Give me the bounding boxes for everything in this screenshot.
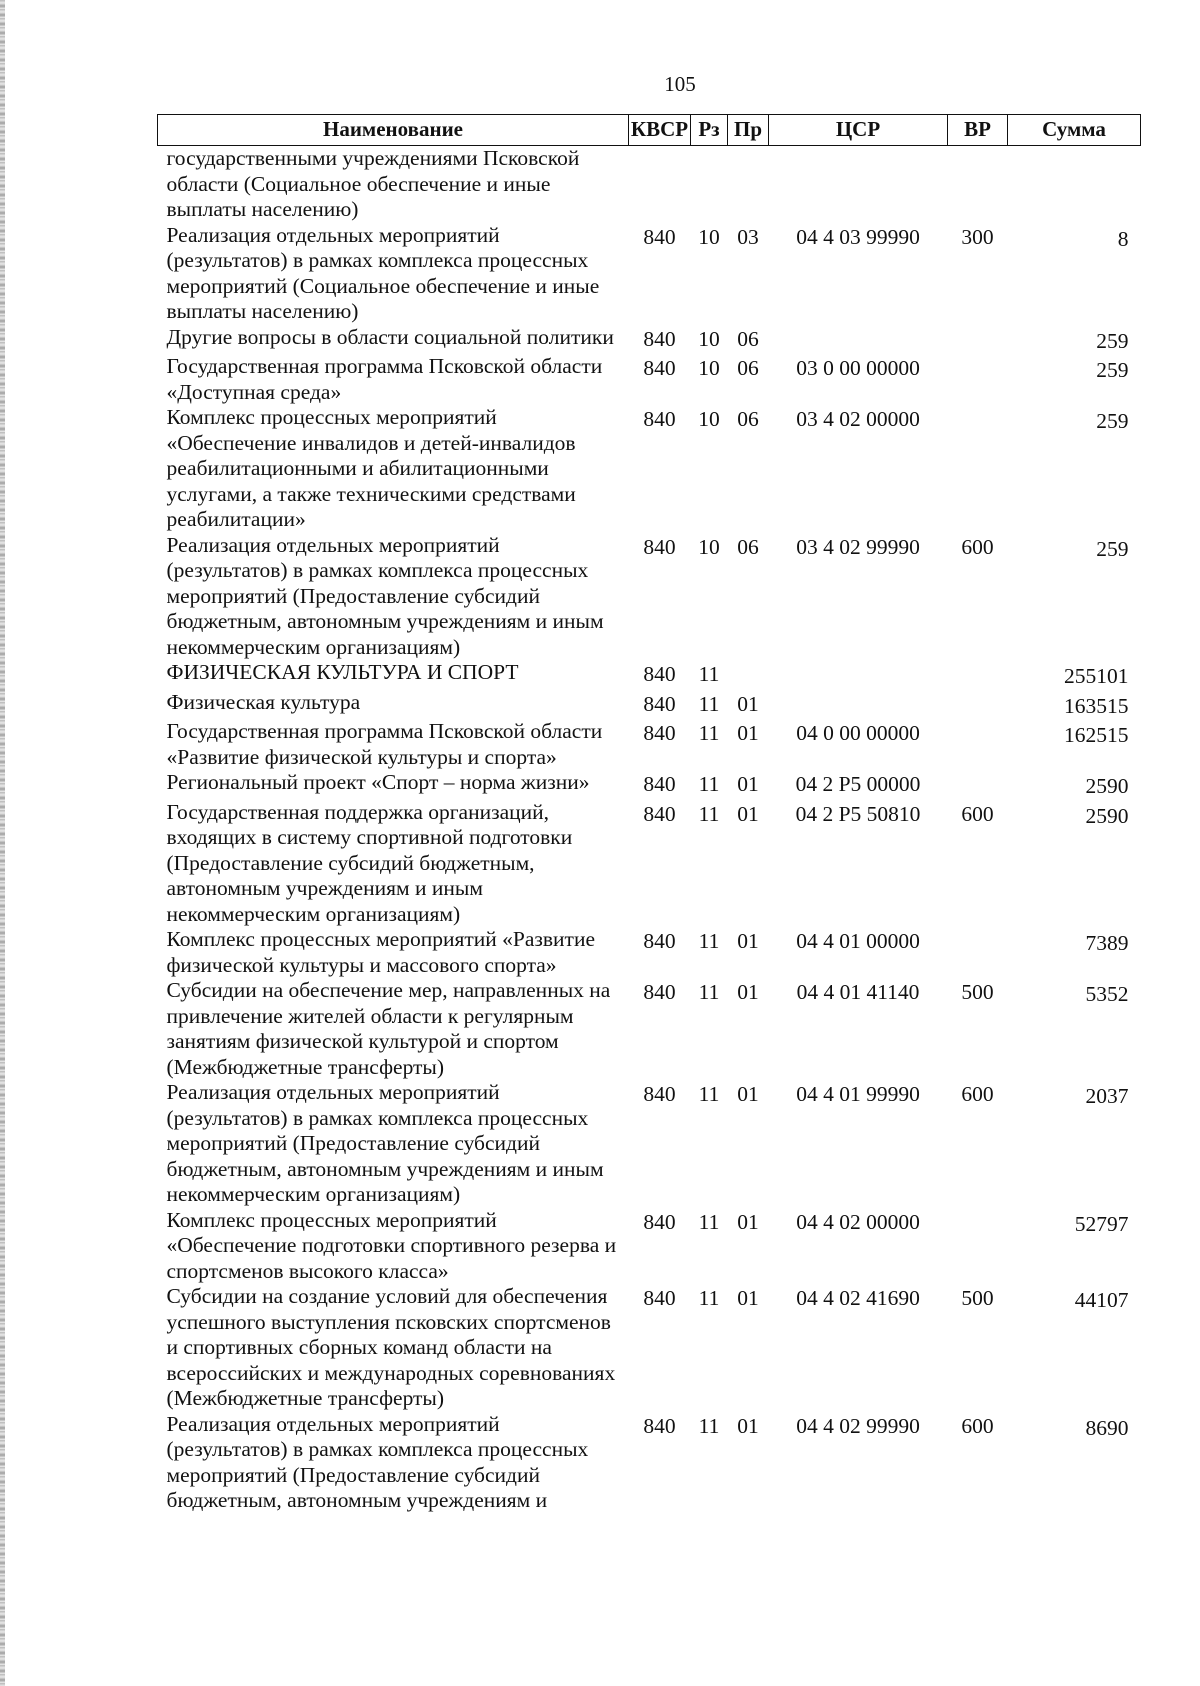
row-vr: 500	[961, 1286, 994, 1310]
row-sum: 2590	[1085, 803, 1129, 828]
header-rz: Рз	[691, 115, 728, 146]
row-csr: 04 0 00 00000	[796, 721, 920, 745]
row-pr: 06	[737, 356, 759, 380]
row-sum: 163515	[1064, 693, 1129, 718]
row-vr: 600	[961, 534, 994, 559]
row-kvsr: 840	[643, 772, 676, 796]
page-number: 105	[664, 72, 696, 96]
row-pr: 01	[737, 1286, 759, 1310]
row-sum: 2590	[1085, 774, 1129, 798]
header-vr: ВР	[948, 115, 1008, 146]
row-name: Реализация отдельных мероприятий (результатов) в рамках комплекса процессных мероприятий (Социальное обеспечение и иные выплаты населению)	[166, 222, 600, 323]
table-row	[158, 978, 1141, 1080]
row-pr	[728, 660, 769, 690]
table-row	[158, 800, 1141, 928]
row-csr: 04 4 03 99990	[796, 224, 920, 249]
table-row	[158, 1284, 1141, 1412]
table-row	[158, 690, 1141, 720]
row-kvsr	[629, 146, 691, 223]
row-vr	[948, 325, 1008, 355]
row-csr: 04 2 P5 50810	[795, 801, 921, 826]
row-rz: 10	[698, 407, 720, 431]
row-sum: 259	[1096, 358, 1129, 382]
table-row	[158, 927, 1141, 978]
row-vr: 300	[961, 224, 994, 249]
row-name: Комплекс процессных мероприятий «Развитие физической культуры и массового спорта»	[166, 927, 595, 977]
row-sum: 255101	[1064, 664, 1129, 688]
row-rz: 11	[698, 772, 720, 796]
row-sum	[1008, 146, 1141, 223]
row-name: государственными учреждениями Псковской области (Социальное обеспечение и иные выплаты населению)	[166, 146, 580, 221]
table-row	[158, 325, 1141, 355]
row-rz: 11	[698, 691, 720, 716]
row-rz: 11	[698, 1413, 720, 1438]
row-sum: 259	[1096, 536, 1129, 561]
row-sum: 259	[1096, 409, 1129, 433]
row-rz: 10	[698, 534, 720, 559]
row-kvsr: 840	[643, 1209, 676, 1234]
row-rz: 10	[698, 326, 720, 351]
row-rz: 10	[698, 356, 720, 380]
header-kvsr: КВСР	[629, 115, 691, 146]
row-rz	[691, 146, 728, 223]
row-pr: 01	[737, 801, 759, 826]
header-sum: Сумма	[1008, 115, 1141, 146]
scan-edge-artifact	[0, 0, 5, 1686]
row-sum: 8	[1117, 226, 1129, 251]
row-vr	[948, 690, 1008, 720]
row-csr: 04 4 02 00000	[796, 1209, 920, 1234]
row-kvsr: 840	[643, 691, 676, 716]
row-pr: 01	[737, 1209, 759, 1234]
row-name: Реализация отдельных мероприятий (результатов) в рамках комплекса процессных мероприятий (Предоставление субсидий бюджетным, автономным учреждениям и иным некоммерческим организациям)	[166, 1080, 604, 1206]
row-sum: 2037	[1085, 1084, 1129, 1108]
row-kvsr: 840	[643, 662, 676, 686]
row-sum: 44107	[1074, 1288, 1129, 1312]
header-csr: ЦСР	[769, 115, 948, 146]
row-csr: 03 4 02 99990	[796, 534, 920, 559]
row-vr	[948, 354, 1008, 405]
row-kvsr: 840	[643, 224, 676, 249]
row-sum: 162515	[1064, 723, 1129, 747]
row-name: Физическая культура	[166, 689, 361, 714]
row-sum: 7389	[1085, 931, 1129, 955]
row-pr: 01	[737, 929, 759, 953]
row-sum: 259	[1096, 328, 1129, 353]
header-pr: Пр	[728, 115, 769, 146]
row-sum: 52797	[1074, 1211, 1129, 1236]
row-csr: 04 4 01 99990	[796, 1082, 920, 1106]
row-rz: 11	[698, 1209, 720, 1234]
row-name: Комплекс процессных мероприятий «Обеспечение подготовки спортивного резерва и спортсменов высокого класса»	[166, 1207, 617, 1283]
row-kvsr: 840	[643, 356, 676, 380]
row-pr: 01	[737, 1413, 759, 1438]
table-row	[158, 405, 1141, 533]
budget-table	[157, 114, 1141, 1514]
row-kvsr: 840	[643, 534, 676, 559]
row-name: Региональный проект «Спорт – норма жизни»	[166, 770, 590, 794]
row-kvsr: 840	[643, 721, 676, 745]
row-kvsr: 840	[643, 801, 676, 826]
row-pr: 06	[737, 326, 759, 351]
row-pr: 03	[737, 224, 759, 249]
row-sum: 5352	[1085, 982, 1129, 1006]
table-row	[158, 354, 1141, 405]
row-rz: 11	[698, 801, 720, 826]
row-name: Реализация отдельных мероприятий (результатов) в рамках комплекса процессных мероприятий (Предоставление субсидий бюджетным, автономным учреждениям и	[166, 1411, 589, 1512]
row-csr: 03 4 02 00000	[796, 407, 920, 431]
row-pr: 01	[737, 691, 759, 716]
table-row	[158, 146, 1141, 223]
row-rz: 11	[698, 929, 720, 953]
row-kvsr: 840	[643, 1286, 676, 1310]
row-rz: 11	[698, 662, 720, 686]
row-kvsr: 840	[643, 1082, 676, 1106]
table-row	[158, 1208, 1141, 1285]
row-name: Государственная программа Псковской области «Развитие физической культуры и спорта»	[166, 719, 603, 769]
row-kvsr: 840	[643, 1413, 676, 1438]
row-pr: 01	[737, 980, 759, 1004]
row-name: Субсидии на создание условий для обеспечения успешного выступления псковских спортсменов и спортивных сборных команд области на всероссийских и международных соревнованиях (Межбюджетные трансферты)	[166, 1284, 616, 1410]
table-row	[158, 1080, 1141, 1208]
row-name: Комплекс процессных мероприятий «Обеспечение инвалидов и детей-инвалидов реабилитационными и абилитационными услугами, а также техническими средствами реабилитации»	[166, 405, 576, 531]
row-vr	[948, 719, 1008, 770]
row-rz: 11	[698, 721, 720, 745]
row-vr: 600	[961, 801, 994, 826]
row-name: Другие вопросы в области социальной политики	[166, 324, 614, 349]
row-csr: 04 4 02 99990	[796, 1413, 920, 1438]
row-rz: 11	[698, 980, 720, 1004]
row-vr	[948, 1208, 1008, 1285]
row-csr: 04 2 P5 00000	[795, 772, 921, 796]
row-name: Государственная программа Псковской области «Доступная среда»	[166, 354, 603, 404]
row-name: Субсидии на обеспечение мер, направленных на привлечение жителей области к регулярным занятиям физической культурой и спортом (Межбюджетные трансферты)	[166, 978, 611, 1079]
row-pr: 06	[737, 534, 759, 559]
row-kvsr: 840	[643, 407, 676, 431]
row-kvsr: 840	[643, 980, 676, 1004]
table-row	[158, 770, 1141, 800]
table-header-row	[158, 115, 1141, 146]
row-name: ФИЗИЧЕСКАЯ КУЛЬТУРА И СПОРТ	[166, 660, 519, 684]
row-csr	[769, 690, 948, 720]
table-row	[158, 1412, 1141, 1514]
row-sum: 8690	[1085, 1415, 1129, 1440]
table-row	[158, 660, 1141, 690]
row-vr	[948, 927, 1008, 978]
table-row	[158, 719, 1141, 770]
row-vr: 600	[961, 1413, 994, 1438]
row-vr: 500	[961, 980, 994, 1004]
row-rz: 10	[698, 224, 720, 249]
row-rz: 11	[698, 1082, 720, 1106]
row-pr: 01	[737, 772, 759, 796]
row-csr: 04 4 02 41690	[796, 1286, 920, 1310]
row-pr: 06	[737, 407, 759, 431]
row-csr: 04 4 01 41140	[796, 980, 920, 1004]
row-name: Реализация отдельных мероприятий (результатов) в рамках комплекса процессных мероприятий (Предоставление субсидий бюджетным, автономным учреждениям и иным некоммерческим организациям)	[166, 532, 604, 659]
row-csr: 03 0 00 00000	[796, 356, 920, 380]
row-csr: 04 4 01 00000	[796, 929, 920, 953]
row-name: Государственная поддержка организаций, входящих в систему спортивной подготовки (Предоставление субсидий бюджетным, автономным учреждениям и иным некоммерческим организациям)	[166, 799, 573, 926]
row-csr	[769, 325, 948, 355]
row-rz: 11	[698, 1286, 720, 1310]
row-vr	[948, 660, 1008, 690]
row-csr	[769, 660, 948, 690]
row-pr	[728, 146, 769, 223]
row-vr	[948, 770, 1008, 800]
row-kvsr: 840	[643, 929, 676, 953]
row-vr	[948, 146, 1008, 223]
row-csr	[769, 146, 948, 223]
row-kvsr: 840	[643, 326, 676, 351]
header-name: Наименование	[158, 115, 629, 146]
row-vr	[948, 405, 1008, 533]
table-row	[158, 223, 1141, 325]
row-pr: 01	[737, 1082, 759, 1106]
row-pr: 01	[737, 721, 759, 745]
table-row	[158, 533, 1141, 661]
row-vr: 600	[961, 1082, 994, 1106]
